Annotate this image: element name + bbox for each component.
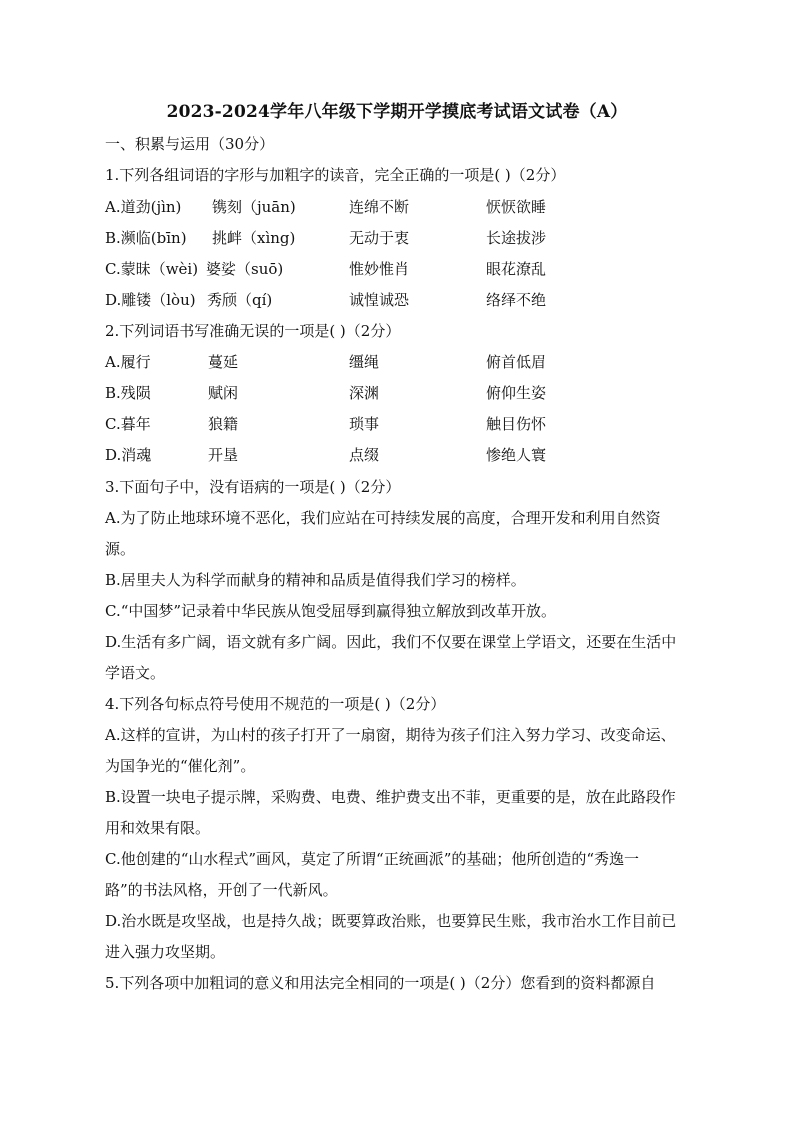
question-2-stem: 2.下列词语书写准确无误的一项是( )（2分） [105,322,401,340]
q2-a-word2: 蔓延 [208,353,239,371]
q1-c-word2: 婆娑（suō) [206,260,284,278]
q1-c-word3: 惟妙惟肖 [349,260,410,278]
q2-option-b [105,383,705,403]
q1-a-word1: A.道劲(jìn) [105,198,182,216]
q1-b-word3: 无动于衷 [349,229,410,247]
section-heading: 一、积累与运用（30分） [105,135,275,153]
q1-d-word1: D.雕镂（lòu) [105,291,196,309]
question-1-stem: 1.下列各组词语的字形与加粗字的读音，完全正确的一项是( )（2分） [105,166,566,184]
q4-option-a-line2: 为国争光的“催化剂”。 [105,757,256,775]
q2-d-word2: 开垦 [208,446,239,464]
q2-c-word3: 琐事 [349,415,380,433]
q1-option-c [105,259,705,279]
q3-option-a-line2: 源。 [105,540,136,558]
question-5-stem: 5.下列各项中加粗词的意义和用法完全相同的一项是( )（2分）您看到的资料都源自 [105,974,656,992]
q2-d-word4: 惨绝人寰 [486,446,547,464]
q3-option-d-line1: D.生活有多广阔，语文就有多广阔。因此，我们不仅要在课堂上学语文，还要在生活中 [105,633,677,651]
q2-option-a [105,352,705,372]
q4-option-b-line2: 用和效果有限。 [105,819,211,837]
q3-option-b: B.居里夫人为科学而献身的精神和品质是值得我们学习的榜样。 [105,571,526,589]
q2-c-word4: 触目伤怀 [486,415,547,433]
q1-d-word4: 络绎不绝 [486,291,547,309]
q2-a-word4: 俯首低眉 [486,353,547,371]
q1-option-b [105,228,705,248]
q2-d-word3: 点缀 [349,446,380,464]
q1-d-word2: 秀颀（qí) [207,291,273,309]
q2-c-word1: C.暮年 [105,415,151,433]
q3-option-a-line1: A.为了防止地球环境不恶化，我们应站在可持续发展的高度，合理开发和利用自然资 [105,509,661,527]
q2-a-word1: A.履行 [105,353,151,371]
q2-d-word1: D.消魂 [105,446,152,464]
q2-option-c [105,414,705,434]
q2-b-word3: 深渊 [349,384,380,402]
question-4-stem: 4.下列各句标点符号使用不规范的一项是( )（2分） [105,695,446,713]
q4-option-d-line1: D.治水既是攻坚战，也是持久战；既要算政治账，也要算民生账，我市治水工作目前已 [105,912,677,930]
q1-a-word4: 恹恹欲睡 [486,198,547,216]
q3-option-d-line2: 学语文。 [105,664,166,682]
q1-a-word2: 镌刻（juān) [212,198,296,216]
q4-option-c-line1: C.他创建的“山水程式”画风，莫定了所谓“正统画派”的基础；他所创造的“秀逸一 [105,850,640,868]
q1-option-d [105,290,705,310]
q4-option-d-line2: 进入强力攻坚期。 [105,943,226,961]
question-3-stem: 3.下面句子中，没有语病的一项是( )（2分） [105,478,401,496]
q2-option-d [105,445,705,465]
q4-option-c-line2: 路”的书法风格，开创了一代新风。 [105,881,338,899]
q2-b-word4: 俯仰生姿 [486,384,547,402]
q2-c-word2: 狼籍 [208,415,239,433]
q1-b-word4: 长途拔涉 [486,229,547,247]
q1-c-word1: C.蒙昧（wèi) [105,260,199,278]
q1-b-word1: B.濒临(bīn) [105,229,187,247]
q4-option-a-line1: A.这样的宣讲，为山村的孩子打开了一扇窗，期待为孩子们注入努力学习、改变命运、 [105,726,676,744]
q4-option-b-line1: B.设置一块电子提示牌，采购费、电费、维护费支出不菲，更重要的是，放在此路段作 [105,788,676,806]
q1-c-word4: 眼花潦乱 [486,260,547,278]
q1-b-word2: 挑衅（xìng) [212,229,296,247]
q2-b-word2: 赋闲 [208,384,239,402]
q1-d-word3: 诚惶诚恐 [349,291,410,309]
q1-a-word3: 连绵不断 [349,198,410,216]
q2-b-word1: B.残陨 [105,384,151,402]
q2-a-word3: 缰绳 [349,353,380,371]
page-title: 2023-2024学年八年级下学期开学摸底考试语文试卷（A） [166,102,628,122]
q1-option-a [105,197,705,217]
q3-option-c: C.“中国梦”记录着中华民族从饱受屈辱到赢得独立解放到改革开放。 [105,602,557,620]
